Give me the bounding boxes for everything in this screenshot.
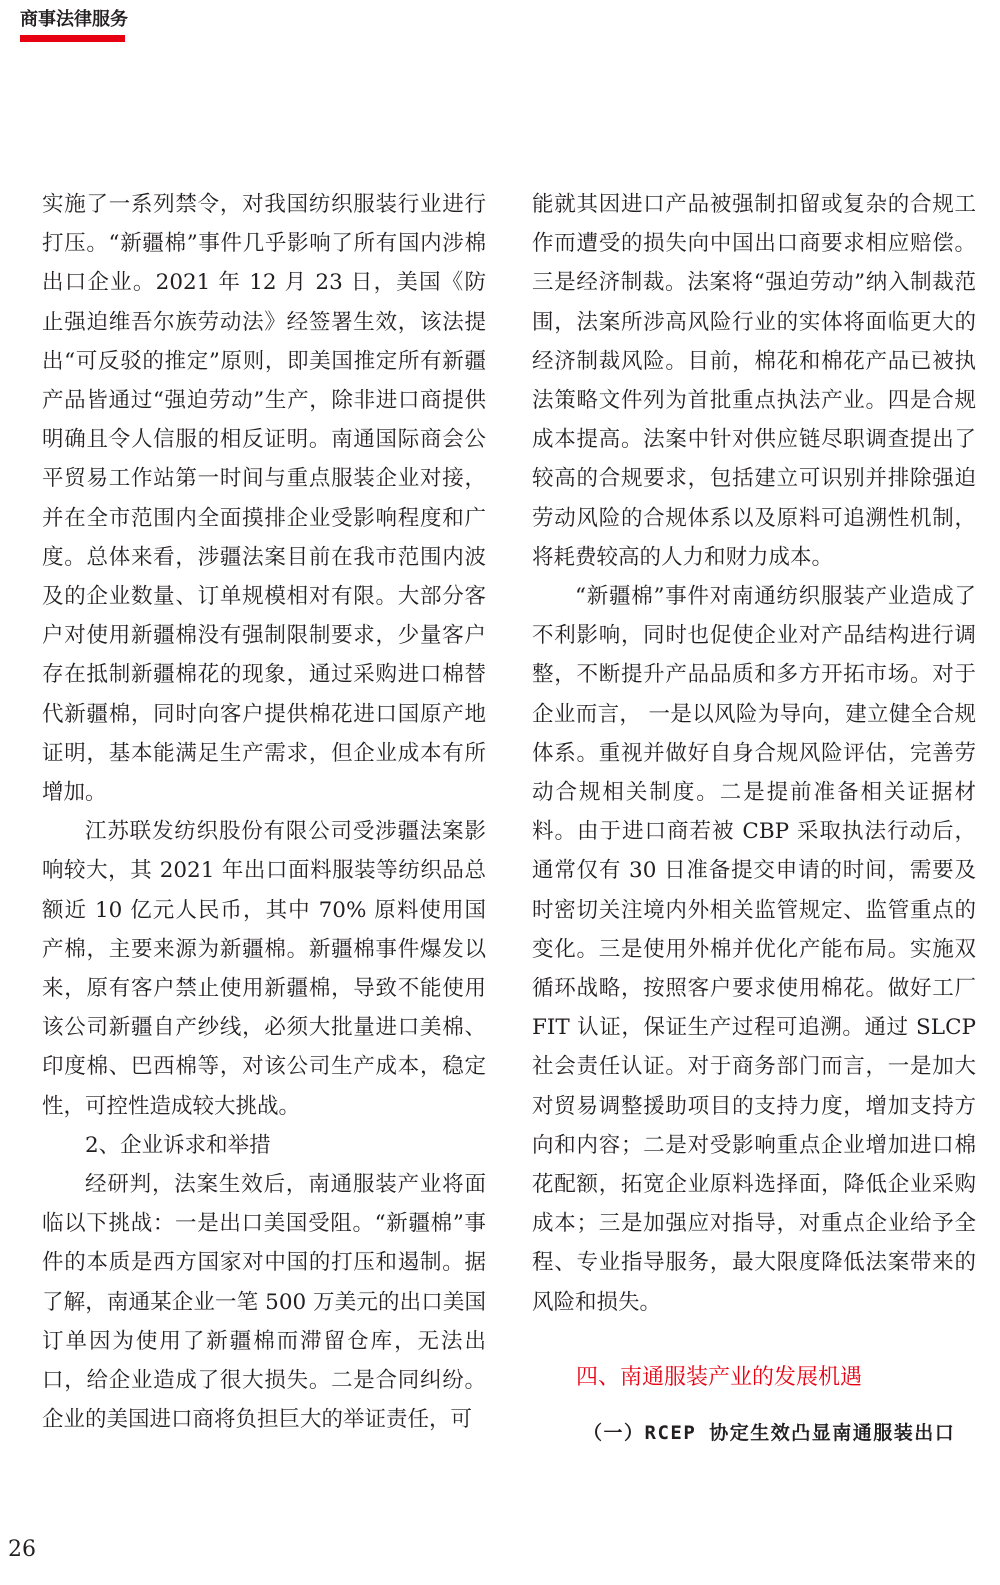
body-paragraph: 江苏联发纺织股份有限公司受涉疆法案影响较大，其 2021 年出口面料服装等纺织品总额近 10 亿元人民币，其中 70% 原料使用国产棉，主要来源为新疆棉。新疆棉事件爆发以来，原有客户禁止使用新疆棉，导致不能使用该公司新疆自产纱线，必须大批量进口美棉、印度棉、巴西棉等，对该公司生产成本，稳定性，可控性造成较大挑战。 — [42, 819, 486, 1119]
section-label: 商事法律服务 — [20, 9, 128, 30]
subsection-title: 2、企业诉求和举措 — [85, 1132, 271, 1158]
sub-heading: （一）RCEP 协定生效凸显南通服装出口 — [583, 1422, 956, 1444]
running-header — [20, 8, 128, 42]
section-heading: 四、南通服装产业的发展机遇 — [576, 1365, 863, 1390]
left-column — [42, 185, 486, 1440]
header-accent-bar — [20, 35, 125, 42]
body-paragraph: 能就其因进口产品被强制扣留或复杂的合规工作而遭受的损失向中国出口商要求相应赔偿。三是经济制裁。法案将“强迫劳动”纳入制裁范围，法案所涉高风险行业的实体将面临更大的经济制裁风险。目前，棉花和棉花产品已被执法策略文件列为首批重点执法产业。四是合规成本提高。法案中针对供应链尽职调查提出了较高的合规要求，包括建立可识别并排除强迫劳动风险的合规体系以及原料可追溯性机制，将耗费较高的人力和财力成本。 — [532, 192, 976, 570]
right-column — [532, 185, 976, 1322]
body-paragraph: 经研判，法案生效后，南通服装产业将面临以下挑战：一是出口美国受阻。“新疆棉”事件的本质是西方国家对中国的打压和遏制。据了解，南通某企业一笔 500 万美元的出口美国订单因为使用了新疆棉而滞留仓库，无法出口，给企业造成了很大损失。二是合同纠纷。企业的美国进口商将负担巨大的举证责任，可 — [42, 1172, 486, 1433]
page-number: 26 — [8, 1537, 36, 1562]
body-paragraph: “新疆棉”事件对南通纺织服装产业造成了不利影响，同时也促使企业对产品结构进行调整，不断提升产品品质和多方开拓市场。对于企业而言， 一是以风险为导向，建立健全合规体系。重视并做好自身合规风险评估，完善劳动合规相关制度。二是提前准备相关证据材料。由于进口商若被 CBP 采取执法行动后，通常仅有 30 日准备提交申请的时间，需要及时密切关注境内外相关监管规定、监管重点的变化。三是使用外棉并优化产能布局。实施双循环战略，按照客户要求使用棉花。做好工厂 FIT 认证，保证生产过程可追溯。通过 SLCP 社会责任认证。对于商务部门而言，一是加大对贸易调整援助项目的支持力度，增加支持方向和内容；二是对受影响重点企业增加进口棉花配额，拓宽企业原料选择面，降低企业采购成本；三是加强应对指导，对重点企业给予全程、专业指导服务，最大限度降低法案带来的风险和损失。 — [532, 584, 976, 1315]
body-paragraph: 实施了一系列禁令，对我国纺织服装行业进行打压。“新疆棉”事件几乎影响了所有国内涉棉出口企业。2021 年 12 月 23 日，美国《防止强迫维吾尔族劳动法》经签署生效，该法提出“可反驳的推定”原则，即美国推定所有新疆产品皆通过“强迫劳动”生产，除非进口商提供明确且令人信服的相反证明。南通国际商会公平贸易工作站第一时间与重点服装企业对接，并在全市范围内全面摸排企业受影响程度和广度。总体来看，涉疆法案目前在我市范围内波及的企业数量、订单规模相对有限。大部分客户对使用新疆棉没有强制限制要求，少量客户存在抵制新疆棉花的现象，通过采购进口棉替代新疆棉，同时向客户提供棉花进口国原产地证明，基本能满足生产需求，但企业成本有所增加。 — [42, 192, 486, 806]
